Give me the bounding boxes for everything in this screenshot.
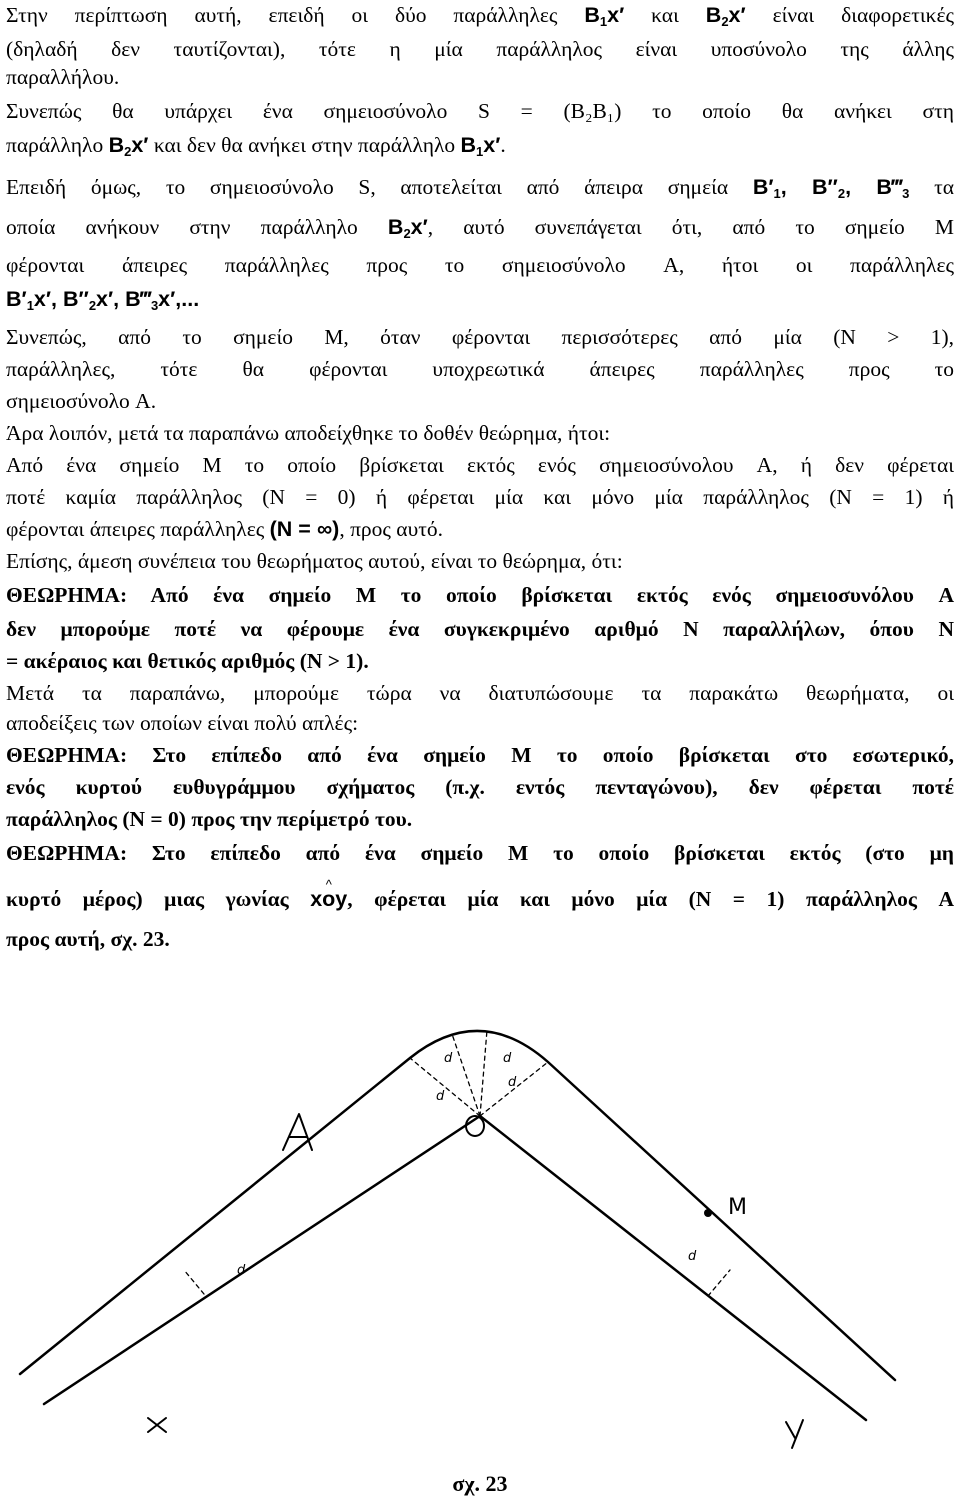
text-line-4: Συνεπώς θα υπάρχει ένα σημειοσύνολο S = (B₂B₁) το οποίο θα ανήκει στη xyxy=(6,99,954,123)
text-line-8: φέρονται άπειρες παράλληλες προς το σημειοσύνολο A, ήτοι οι παράλληλες xyxy=(6,253,954,277)
text-line-1: Στην περίπτωση αυτή, επειδή οι δύο παράλληλες $B_1x'$ και $B_2x'$ είναι διαφορετικές xyxy=(6,3,954,29)
text-line-13: Άρα λοιπόν, μετά τα παραπάνω αποδείχθηκε το δοθέν θεώρημα, ήτοι: xyxy=(6,421,611,445)
point-M xyxy=(704,1209,712,1217)
inner-line-left xyxy=(44,1116,480,1404)
theorem2-line-2: ενός κυρτού ευθυγράμμου σχήματος (π.χ. εντός πενταγώνου), δεν φέρεται ποτέ xyxy=(6,775,954,799)
math-b2x: $B_2x'$ xyxy=(108,133,149,159)
distance-left xyxy=(184,1270,204,1294)
math-n-infinity: (N = ∞) xyxy=(269,517,340,541)
theorem-line-3: = ακέραιος και θετικός αριθμός (N > 1). xyxy=(6,649,369,673)
text-line-17: Επίσης, άμεση συνέπεια του θεωρήματος αυτού, είναι το θεώρημα, ότι: xyxy=(6,549,623,573)
figure-23 xyxy=(0,1020,960,1460)
label-d-5: d xyxy=(237,1263,246,1278)
text-line-3: παραλλήλου. xyxy=(6,65,120,89)
text-line-7: οποία ανήκουν στην παράλληλο $B_2x'$, αυτό συνεπάγεται ότι, από το σημείο M xyxy=(6,215,954,241)
inner-line-right xyxy=(480,1116,866,1420)
text-line-5: παράλληλο $B_2x'$ και δεν θα ανήκει στην παράλληλο $B_1x'$. xyxy=(6,133,506,159)
math-b-prime-list: $B'_1x'$, $B''_2x'$, $B‴_3x'$,... xyxy=(6,287,200,313)
distance-right xyxy=(708,1270,730,1296)
label-d-3: d xyxy=(508,1075,517,1090)
text-line-22: αποδείξεις των οποίων είναι πολύ απλές: xyxy=(6,711,359,735)
text-line-11: παράλληλες, τότε θα φέρονται υποχρεωτικά άπειρες παράλληλες προς το xyxy=(6,357,954,381)
text-line-21: Μετά τα παραπάνω, μπορούμε τώρα να διατυπώσουμε τα παρακάτω θεωρήματα, οι xyxy=(6,681,954,705)
math-angle-xoy: ^ xoy xyxy=(310,884,347,914)
label-M: M xyxy=(728,1195,747,1220)
label-x-shape xyxy=(148,1418,166,1432)
text-line-15: ποτέ καμία παράλληλος (N = 0) ή φέρεται μία και μόνο μία παράλληλος (N = 1) ή xyxy=(6,485,954,509)
label-A-shape xyxy=(283,1114,312,1150)
outer-boundary xyxy=(20,1031,895,1380)
theorem3-line-1: ΘΕΩΡΗΜΑ: Στο επίπεδο από ένα σημείο M το οποίο βρίσκεται εκτός (στο μη xyxy=(6,841,954,865)
math-b-primes: $B'_1$, $B''_2$, $B‴_3$ xyxy=(752,175,910,201)
theorem-line-2: δεν μπορούμε ποτέ να φέρουμε ένα συγκεκριμένο αριθμό N παραλλήλων, όπου N xyxy=(6,617,954,641)
figure-caption: σχ. 23 xyxy=(452,1471,508,1496)
text-line-10: Συνεπώς, από το σημείο M, όταν φέρονται περισσότερες από μία (N > 1), xyxy=(6,325,954,349)
text-line-16: φέρονται άπειρες παράλληλες (N = ∞), προς αυτό. xyxy=(6,517,443,541)
label-d-1: d xyxy=(444,1051,453,1066)
theorem2-line-1: ΘΕΩΡΗΜΑ: Στο επίπεδο από ένα σημείο M το οποίο βρίσκεται στο εσωτερικό, xyxy=(6,743,954,767)
math-b2x: $B_2x'$ xyxy=(705,3,746,29)
label-d-4: d xyxy=(436,1089,445,1104)
math-b1x: $B_1x'$ xyxy=(460,133,501,159)
text-line-12: σημειοσύνολο A. xyxy=(6,389,157,413)
label-d-6: d xyxy=(688,1249,697,1264)
text-line-14: Από ένα σημείο M το οποίο βρίσκεται εκτός ενός σημειοσύνολου A, ή δεν φέρεται xyxy=(6,453,954,477)
text-line-9 xyxy=(6,284,954,321)
theorem-line-1: ΘΕΩΡΗΜΑ: Από ένα σημείο M το οποίο βρίσκεται εκτός ενός σημειοσυνόλου A xyxy=(6,583,954,607)
math-b2x: $B_2x'$ xyxy=(387,215,428,241)
theorem3-line-3: προς αυτή, σχ. 23. xyxy=(6,927,170,951)
radius-3 xyxy=(480,1030,487,1116)
label-y-shape xyxy=(786,1420,803,1448)
theorem3-line-2: κυρτό μέρος) μιας γωνίας ^ xoy, φέρεται μία και μόνο μία (N = 1) παράλληλος A xyxy=(6,884,954,914)
math-b1x: $B_1x'$ xyxy=(584,3,625,29)
text-line-2: (δηλαδή δεν ταυτίζονται), τότε η μία παράλληλος είναι υποσύνολο της άλλης xyxy=(6,37,954,61)
text-line-6: Επειδή όμως, το σημειοσύνολο S, αποτελείται από άπειρα σημεία $B'_1$, $B''_2$, $B‴_3$ τα xyxy=(6,175,954,201)
theorem2-line-3: παράλληλος (N = 0) προς την περίμετρό του. xyxy=(6,807,413,831)
label-d-2: d xyxy=(503,1051,512,1066)
radius-1 xyxy=(410,1058,480,1116)
